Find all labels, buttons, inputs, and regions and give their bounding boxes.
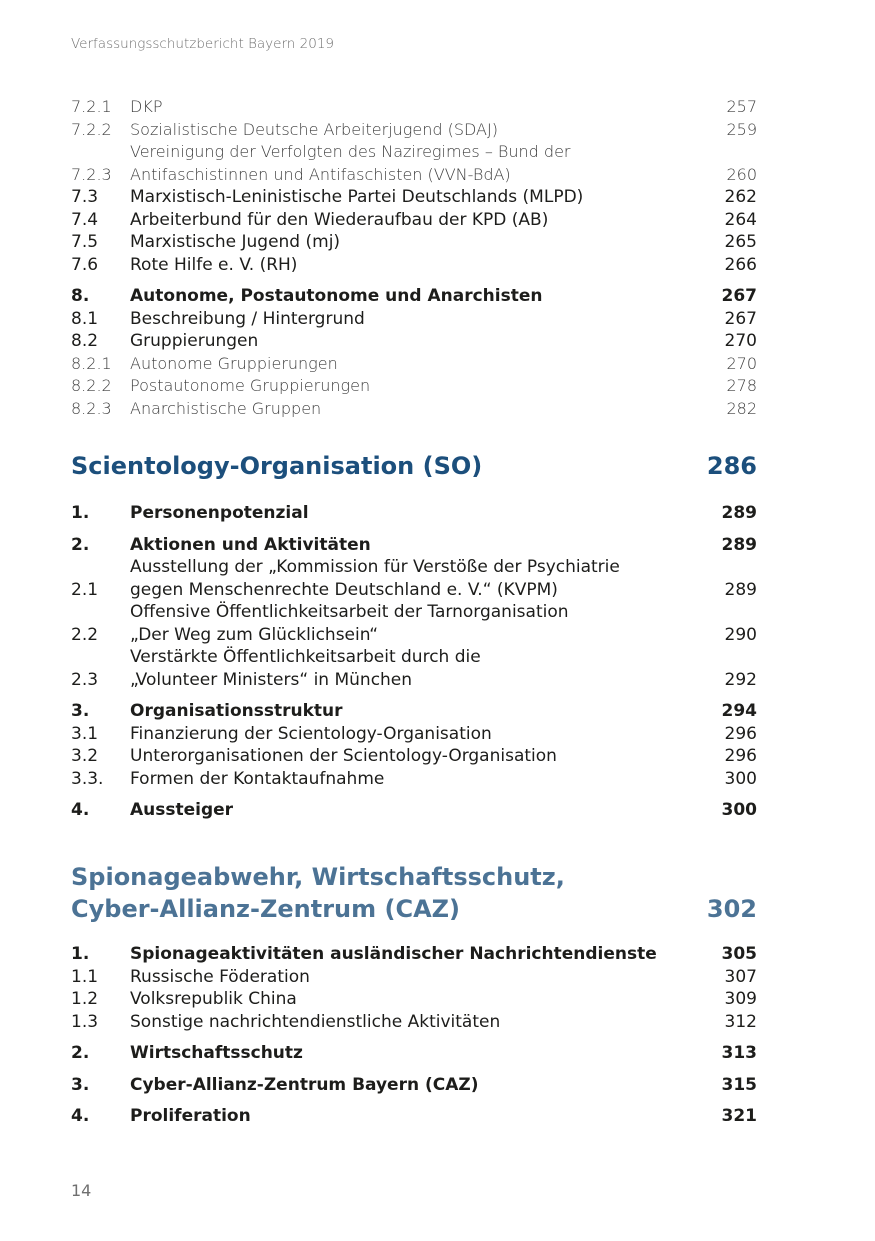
- toc-entry-number: 3.2: [71, 746, 99, 766]
- toc-entry[interactable]: [71, 398, 757, 421]
- toc-entry-page: 313: [721, 1043, 757, 1063]
- toc-entry[interactable]: [71, 1105, 757, 1128]
- toc-entry-page: 267: [724, 308, 757, 329]
- toc-entry-number: 2.: [71, 534, 90, 555]
- toc-entry-title: Aktionen und Aktivitäten: [130, 534, 371, 555]
- toc-entry-title: DKP: [130, 97, 163, 116]
- toc-entry-number: 2.: [71, 1043, 90, 1063]
- toc-entry-number: 8.2.1: [71, 353, 112, 373]
- toc-entry-number: 7.6: [71, 254, 99, 275]
- toc-entry-number: 1.1: [71, 966, 99, 987]
- toc-entry-number: 2.1: [71, 579, 99, 600]
- toc-entry-title: Verstärkte Öffentlichkeitsarbeit durch die „Volunteer Ministers“ in München: [130, 647, 481, 690]
- toc-entry-title: Marxistische Jugend (mj): [130, 232, 341, 252]
- toc-entry-title: Anarchistische Gruppen: [130, 398, 322, 418]
- toc-entry-title: Marxistisch-Leninistische Partei Deutschlands (MLPD): [130, 187, 584, 207]
- toc-entry[interactable]: [71, 943, 757, 966]
- toc-entry-title: Cyber-Allianz-Zentrum Bayern (CAZ): [130, 1074, 479, 1095]
- toc-entry-title: Organisationsstruktur: [130, 701, 343, 721]
- toc-entry-number: 1.3: [71, 1011, 99, 1032]
- toc-entry-number: 7.3: [71, 187, 99, 207]
- toc-entry-title: Sozialistische Deutsche Arbeiterjugend (SDAJ): [130, 119, 498, 139]
- toc-entry-page: 260: [726, 164, 757, 184]
- toc-entry-title: Wirtschaftsschutz: [130, 1043, 303, 1063]
- toc-entry-title: Offensive Öffentlichkeitsarbeit der Tarnorganisation „Der Weg zum Glücklichsein“: [130, 602, 569, 645]
- toc-entry-number: 3.3.: [71, 768, 104, 789]
- toc-entry-number: 4.: [71, 800, 90, 820]
- toc-block-left-extremism: [71, 96, 757, 420]
- toc-entry[interactable]: [71, 502, 757, 525]
- toc-entry-page: 267: [721, 286, 757, 306]
- toc-entry-number: 3.: [71, 1074, 90, 1095]
- toc-entry-number: 7.2.3: [71, 164, 112, 184]
- toc-entry-title: Vereinigung der Verfolgten des Naziregimes – Bund der Antifaschistinnen und Antifaschisten (VVN-BdA): [130, 142, 571, 184]
- toc-entry-number: 7.4: [71, 209, 99, 230]
- toc-entry-number: 7.2.2: [71, 119, 112, 139]
- toc-block-scientology: [71, 502, 757, 822]
- toc-entry-page: 305: [721, 944, 757, 964]
- toc-entry[interactable]: [71, 723, 757, 746]
- section-heading-spionageabwehr[interactable]: [71, 861, 757, 925]
- toc-entry-title: Autonome Gruppierungen: [130, 353, 338, 373]
- toc-entry[interactable]: [71, 768, 757, 791]
- toc-entry-number: 1.: [71, 503, 90, 523]
- toc-entry[interactable]: [71, 556, 757, 601]
- toc-entry-page: 315: [721, 1074, 757, 1095]
- toc-entry-page: 259: [726, 119, 757, 139]
- toc-entry-page: 282: [726, 398, 757, 418]
- toc-entry[interactable]: [71, 534, 757, 557]
- toc-entry[interactable]: [71, 353, 757, 376]
- toc-entry-page: 270: [726, 353, 757, 373]
- toc-entry-page: 294: [721, 701, 757, 721]
- toc-entry-page: 262: [724, 187, 757, 207]
- toc-entry-page: 307: [724, 966, 757, 987]
- toc-entry-number: 1.2: [71, 989, 99, 1009]
- page-number: 14: [71, 1181, 92, 1200]
- toc-entry-page: 266: [724, 254, 757, 275]
- toc-entry-title: Russische Föderation: [130, 966, 310, 987]
- toc-entry[interactable]: [71, 1011, 757, 1034]
- toc-entry[interactable]: [71, 209, 757, 232]
- toc-entry[interactable]: [71, 1074, 757, 1097]
- toc-entry-title: Volksrepublik China: [130, 989, 297, 1009]
- toc-entry[interactable]: [71, 96, 757, 119]
- toc-entry-number: 1.: [71, 944, 90, 964]
- toc-entry-page: 265: [724, 232, 757, 252]
- toc-entry[interactable]: [71, 799, 757, 822]
- toc-entry[interactable]: [71, 285, 757, 308]
- toc-entry-title: Finanzierung der Scientology-Organisation: [130, 723, 492, 744]
- toc-entry-number: 7.5: [71, 232, 99, 252]
- toc-entry-page: 300: [724, 768, 757, 789]
- toc-entry-number: 8.1: [71, 308, 99, 329]
- toc-entry-page: 290: [724, 624, 757, 645]
- toc-entry-title: Unterorganisationen der Scientology-Organisation: [130, 746, 557, 766]
- toc-entry[interactable]: [71, 186, 757, 209]
- toc-entry-number: 8.: [71, 286, 90, 306]
- toc-entry[interactable]: [71, 308, 757, 331]
- toc-entry-number: 2.2: [71, 624, 99, 645]
- toc-entry-number: 8.2: [71, 331, 99, 351]
- toc-entry[interactable]: [71, 1042, 757, 1065]
- toc-entry-title: Postautonome Gruppierungen: [130, 376, 371, 395]
- toc-entry-title: Beschreibung / Hintergrund: [130, 308, 365, 329]
- toc-entry[interactable]: [71, 966, 757, 989]
- toc-entry-page: 289: [724, 579, 757, 600]
- toc-entry[interactable]: [71, 141, 757, 186]
- toc-entry[interactable]: [71, 601, 757, 646]
- toc-entry-page: 300: [721, 800, 757, 820]
- toc-entry-title: Sonstige nachrichtendienstliche Aktivitäten: [130, 1011, 501, 1032]
- toc-entry[interactable]: [71, 700, 757, 723]
- toc-entry-title: Aussteiger: [130, 800, 234, 820]
- section-heading-page: 286: [706, 452, 757, 480]
- toc-entry-page: 264: [724, 209, 757, 230]
- toc-block-spionageabwehr: [71, 943, 757, 1128]
- toc-entry-number: 3.: [71, 701, 90, 721]
- toc-entry-title: Autonome, Postautonome und Anarchisten: [130, 286, 543, 306]
- toc-entry-title: Proliferation: [130, 1106, 251, 1126]
- toc-entry-title: Spionageaktivitäten ausländischer Nachrichtendienste: [130, 944, 657, 964]
- toc-entry[interactable]: [71, 745, 757, 768]
- toc-entry[interactable]: [71, 988, 757, 1011]
- section-heading-title: Scientology-Organisation (SO): [71, 452, 483, 480]
- toc-entry-page: 292: [724, 669, 757, 690]
- toc-entry-page: 309: [724, 989, 757, 1009]
- toc-entry-number: 2.3: [71, 669, 99, 690]
- toc-entry-title: Gruppierungen: [130, 331, 259, 351]
- toc-entry-page: 296: [724, 746, 757, 766]
- toc-entry[interactable]: [71, 375, 757, 398]
- toc-entry-title: Rote Hilfe e. V. (RH): [130, 254, 298, 275]
- toc-entry-number: 7.2.1: [71, 97, 112, 116]
- toc-entry-page: 257: [726, 97, 757, 116]
- section-heading-scientology[interactable]: [71, 450, 757, 482]
- toc-entry-title: Personenpotenzial: [130, 503, 309, 523]
- toc-entry[interactable]: [71, 330, 757, 353]
- toc-entry-title: Arbeiterbund für den Wiederaufbau der KPD (AB): [130, 209, 549, 230]
- toc-entry-page: 278: [726, 376, 757, 395]
- section-heading-page: 302: [706, 895, 757, 923]
- toc-entry-page: 270: [724, 331, 757, 351]
- toc-entry[interactable]: [71, 119, 757, 142]
- toc-entry-number: 3.1: [71, 723, 99, 744]
- toc-entry-title: Formen der Kontaktaufnahme: [130, 768, 385, 789]
- toc-entry-page: 296: [724, 723, 757, 744]
- toc-entry-page: 321: [721, 1106, 757, 1126]
- toc-entry-title: Ausstellung der „Kommission für Verstöße der Psychiatrie gegen Menschenrechte Deutschland e. V.“ (KVPM): [130, 557, 620, 600]
- running-header: Verfassungsschutzbericht Bayern 2019: [71, 36, 334, 52]
- toc-entry[interactable]: [71, 254, 757, 277]
- toc-entry-page: 289: [721, 534, 757, 555]
- toc-entry[interactable]: [71, 646, 757, 691]
- toc-entry-number: 8.2.3: [71, 398, 112, 418]
- toc-entry-page: 289: [721, 503, 757, 523]
- toc-entry-page: 312: [724, 1011, 757, 1032]
- section-heading-title: Spionageabwehr, Wirtschaftsschutz, Cyber-Allianz-Zentrum (CAZ): [71, 863, 565, 923]
- toc-entry[interactable]: [71, 231, 757, 254]
- toc-entry-number: 4.: [71, 1106, 90, 1126]
- toc-entry-number: 8.2.2: [71, 376, 112, 395]
